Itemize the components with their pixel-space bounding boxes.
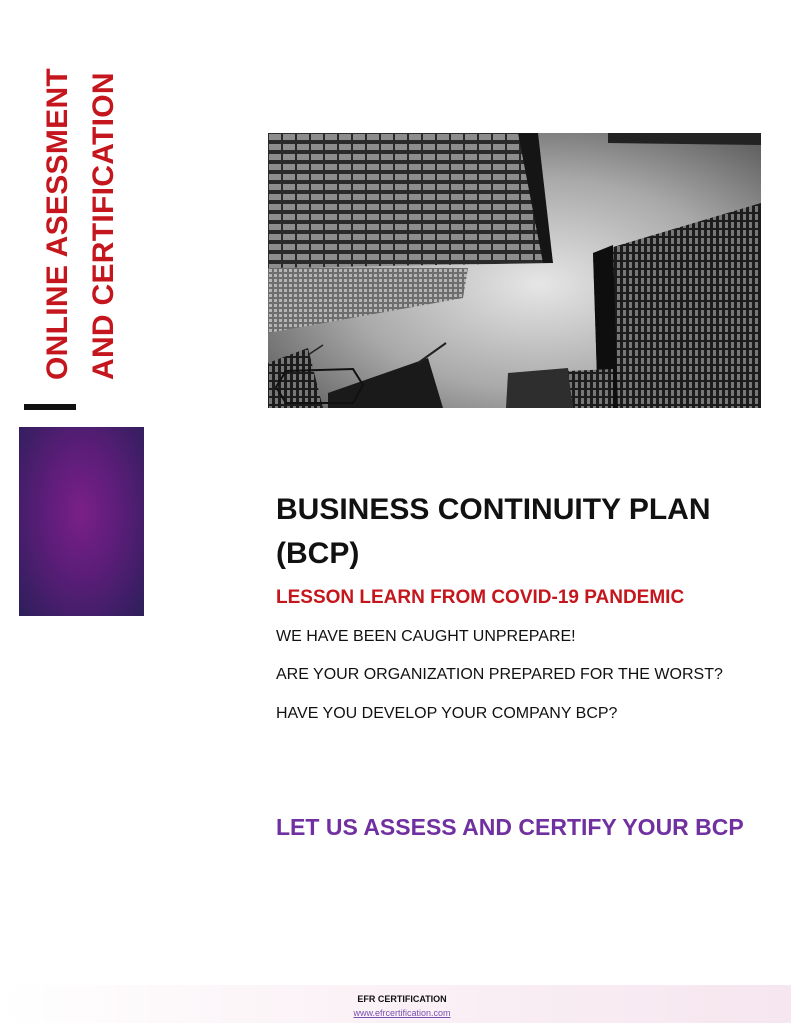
body-line-3: HAVE YOU DEVELOP YOUR COMPANY BCP? (276, 705, 618, 722)
call-to-action: LET US ASSESS AND CERTIFY YOUR BCP (276, 814, 744, 840)
city-skyscrapers-photo (268, 133, 761, 408)
body-line-1: WE HAVE BEEN CAUGHT UNPREPARE! (276, 628, 576, 645)
footer-company-name: EFR CERTIFICATION (357, 994, 447, 1004)
skyscrapers-illustration (268, 133, 761, 408)
main-title: BUSINESS CONTINUITY PLAN (BCP) (276, 493, 711, 570)
decorative-bar (24, 404, 76, 410)
body-line-2: ARE YOUR ORGANIZATION PREPARED FOR THE WORST? (276, 666, 723, 683)
side-banner-title (35, 60, 127, 380)
side-banner-line1: ONLINE ASESSMENT (41, 67, 74, 380)
footer-website-link[interactable]: www.efrcertification.com (353, 1008, 451, 1018)
purple-decorative-block (19, 427, 144, 616)
side-banner-line2: AND CERTIFICATION (87, 72, 120, 380)
subtitle: LESSON LEARN FROM COVID-19 PANDEMIC (276, 587, 685, 608)
